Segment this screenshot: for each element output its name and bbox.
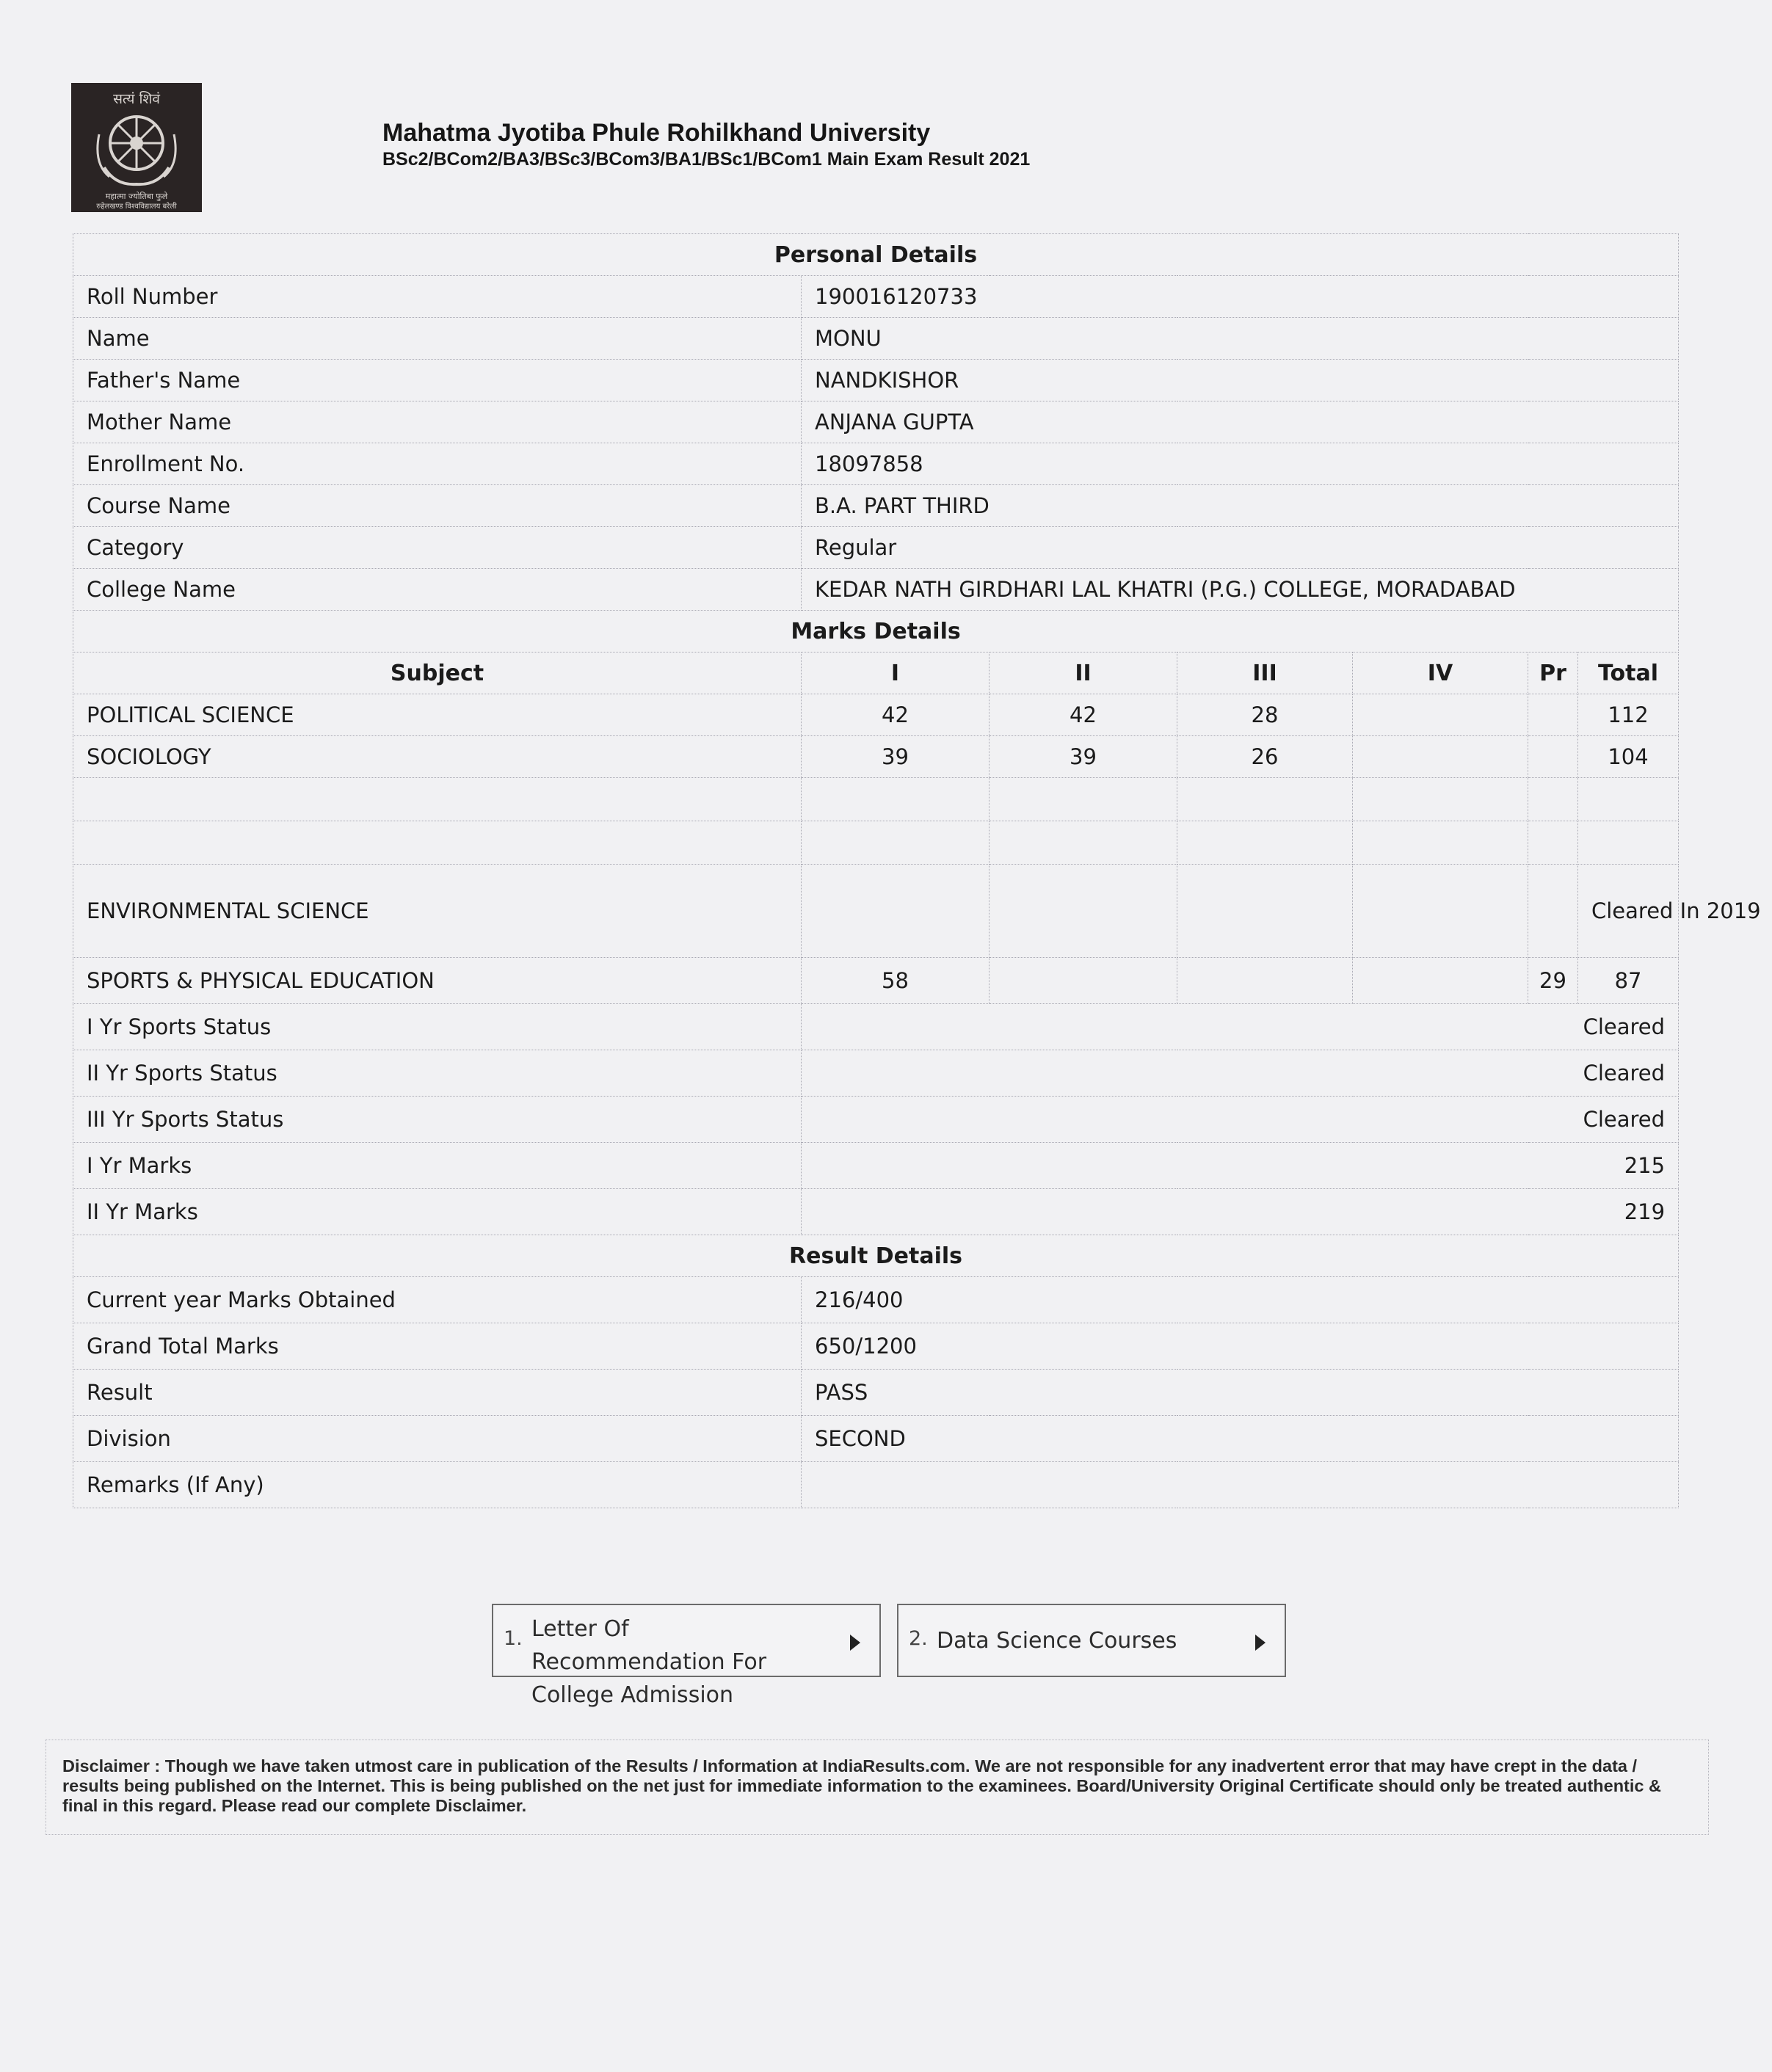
empty-cell <box>1528 778 1578 821</box>
empty-cell <box>1353 778 1528 821</box>
remarks-label: Remarks (If Any) <box>73 1462 802 1508</box>
result-row <box>73 1462 1679 1508</box>
personal-row <box>73 318 1679 360</box>
personal-row <box>73 485 1679 527</box>
empty-cell <box>802 778 990 821</box>
subject-mark-pr <box>1528 736 1578 778</box>
status-row <box>73 1097 1679 1143</box>
empty-cell <box>1177 958 1353 1004</box>
personal-row <box>73 443 1679 485</box>
father-name-label: Father's Name <box>73 360 802 401</box>
link-number: 1. <box>504 1627 523 1650</box>
empty-cell <box>73 778 802 821</box>
subject-name: SPORTS & PHYSICAL EDUCATION <box>73 958 802 1004</box>
empty-cell <box>1353 958 1528 1004</box>
col-header-total: Total <box>1578 653 1679 694</box>
subject-row <box>73 736 1679 778</box>
exam-name: BSc2/BCom2/BA3/BSc3/BCom3/BA1/BSc1/BCom1 Main Exam Result 2021 <box>382 149 1031 170</box>
subject-mark-i: 39 <box>802 736 990 778</box>
empty-row <box>73 778 1679 821</box>
roll-number-label: Roll Number <box>73 276 802 318</box>
course-name-value: B.A. PART THIRD <box>802 485 1679 527</box>
current-marks-label: Current year Marks Obtained <box>73 1277 802 1323</box>
subject-total: 87 <box>1578 958 1679 1004</box>
empty-cell <box>1177 865 1353 958</box>
status-row <box>73 1143 1679 1189</box>
subject-row <box>73 694 1679 736</box>
name-value: MONU <box>802 318 1679 360</box>
result-row <box>73 1323 1679 1370</box>
subject-mark-iii: 26 <box>1177 736 1353 778</box>
father-name-value: NANDKISHOR <box>802 360 1679 401</box>
subject-mark-i: 58 <box>802 958 990 1004</box>
result-row <box>73 1277 1679 1323</box>
subject-mark-iv <box>1353 736 1528 778</box>
marks-header-row <box>73 653 1679 694</box>
play-arrow-icon <box>1255 1635 1266 1651</box>
empty-cell <box>990 865 1177 958</box>
subject-mark-pr: 29 <box>1528 958 1578 1004</box>
empty-cell <box>1177 821 1353 865</box>
personal-row <box>73 276 1679 318</box>
status-row <box>73 1189 1679 1235</box>
result-details-title: Result Details <box>73 1235 1679 1277</box>
personal-row <box>73 527 1679 569</box>
svg-text:रुहेलखण्ड विश्वविद्यालय बरेली: रुहेलखण्ड विश्वविद्यालय बरेली <box>96 203 177 211</box>
status-label: I Yr Sports Status <box>73 1004 802 1050</box>
status-row <box>73 1004 1679 1050</box>
empty-cell <box>1578 821 1679 865</box>
subject-total: 104 <box>1578 736 1679 778</box>
empty-cell <box>990 778 1177 821</box>
current-marks-value: 216/400 <box>802 1277 1679 1323</box>
subject-name: ENVIRONMENTAL SCIENCE <box>73 865 802 958</box>
personal-row <box>73 569 1679 611</box>
empty-cell <box>802 865 990 958</box>
personal-row <box>73 360 1679 401</box>
page-header <box>382 117 1030 170</box>
play-arrow-icon <box>850 1635 860 1651</box>
subject-mark-ii: 42 <box>990 694 1177 736</box>
empty-cell <box>1578 778 1679 821</box>
roll-number-value: 190016120733 <box>802 276 1679 318</box>
course-name-label: Course Name <box>73 485 802 527</box>
status-label: II Yr Marks <box>73 1189 802 1235</box>
empty-cell <box>73 821 802 865</box>
university-name: Mahatma Jyotiba Phule Rohilkhand University <box>382 119 931 147</box>
empty-cell <box>990 958 1177 1004</box>
col-header-pr: Pr <box>1528 653 1578 694</box>
subject-mark-iv <box>1353 694 1528 736</box>
grand-total-value: 650/1200 <box>802 1323 1679 1370</box>
col-header-iv: IV <box>1353 653 1528 694</box>
col-header-subject: Subject <box>73 653 802 694</box>
empty-cell <box>990 821 1177 865</box>
remarks-value <box>802 1462 1679 1508</box>
subject-name: SOCIOLOGY <box>73 736 802 778</box>
status-value: Cleared <box>802 1004 1679 1050</box>
division-value: SECOND <box>802 1416 1679 1462</box>
subject-mark-pr <box>1528 694 1578 736</box>
personal-row <box>73 401 1679 443</box>
disclaimer-text: Disclaimer : Though we have taken utmost care in publication of the Results / Information at IndiaResults.com. We are not responsible for any inadvertent error that may have crept in the data / results being published on the Internet. This is being published on the net just for immediate information to the examinees. Board/University Original Certificate should only be treated authentic & final in this regard. Please read our complete Disclaimer. <box>46 1740 1709 1835</box>
col-header-i: I <box>802 653 990 694</box>
link-text: Letter Of Recommendation For College Admission <box>531 1616 767 1708</box>
grand-total-label: Grand Total Marks <box>73 1323 802 1370</box>
svg-text:सत्यं शिवं: सत्यं शिवं <box>113 91 160 107</box>
environmental-science-row <box>73 865 1679 958</box>
subject-total: Cleared In 2019 <box>1578 865 1679 958</box>
result-value: PASS <box>802 1370 1679 1416</box>
subject-mark-ii: 39 <box>990 736 1177 778</box>
college-name-label: College Name <box>73 569 802 611</box>
mother-name-label: Mother Name <box>73 401 802 443</box>
name-label: Name <box>73 318 802 360</box>
subject-mark-iii: 28 <box>1177 694 1353 736</box>
marks-details-title: Marks Details <box>73 611 1679 653</box>
empty-cell <box>1528 821 1578 865</box>
empty-cell <box>1177 778 1353 821</box>
empty-cell <box>802 821 990 865</box>
subject-total: 112 <box>1578 694 1679 736</box>
status-value: Cleared <box>802 1097 1679 1143</box>
link-text: Data Science Courses <box>937 1628 1177 1654</box>
empty-row <box>73 821 1679 865</box>
empty-cell <box>1353 821 1528 865</box>
status-value: Cleared <box>802 1050 1679 1097</box>
status-row <box>73 1050 1679 1097</box>
status-value: 219 <box>802 1189 1679 1235</box>
subject-mark-i: 42 <box>802 694 990 736</box>
category-value: Regular <box>802 527 1679 569</box>
empty-cell <box>1528 865 1578 958</box>
sports-row <box>73 958 1679 1004</box>
col-header-ii: II <box>990 653 1177 694</box>
enrollment-label: Enrollment No. <box>73 443 802 485</box>
data-science-courses-link[interactable] <box>897 1604 1286 1677</box>
category-label: Category <box>73 527 802 569</box>
personal-details-title: Personal Details <box>73 234 1679 276</box>
recommendation-letter-link[interactable] <box>492 1604 881 1708</box>
result-row <box>73 1370 1679 1416</box>
svg-text:महात्मा ज्योतिबा फुले: महात्मा ज्योतिबा फुले <box>105 192 168 201</box>
result-table <box>73 233 1761 1508</box>
result-label: Result <box>73 1370 802 1416</box>
col-header-iii: III <box>1177 653 1353 694</box>
status-label: I Yr Marks <box>73 1143 802 1189</box>
empty-cell <box>1353 865 1528 958</box>
division-label: Division <box>73 1416 802 1462</box>
status-label: II Yr Sports Status <box>73 1050 802 1097</box>
result-row <box>73 1416 1679 1462</box>
mother-name-value: ANJANA GUPTA <box>802 401 1679 443</box>
status-label: III Yr Sports Status <box>73 1097 802 1143</box>
link-number: 2. <box>909 1627 928 1650</box>
subject-name: POLITICAL SCIENCE <box>73 694 802 736</box>
college-name-value: KEDAR NATH GIRDHARI LAL KHATRI (P.G.) COLLEGE, MORADABAD <box>802 569 1679 611</box>
enrollment-value: 18097858 <box>802 443 1679 485</box>
status-value: 215 <box>802 1143 1679 1189</box>
university-emblem-icon <box>71 83 202 212</box>
